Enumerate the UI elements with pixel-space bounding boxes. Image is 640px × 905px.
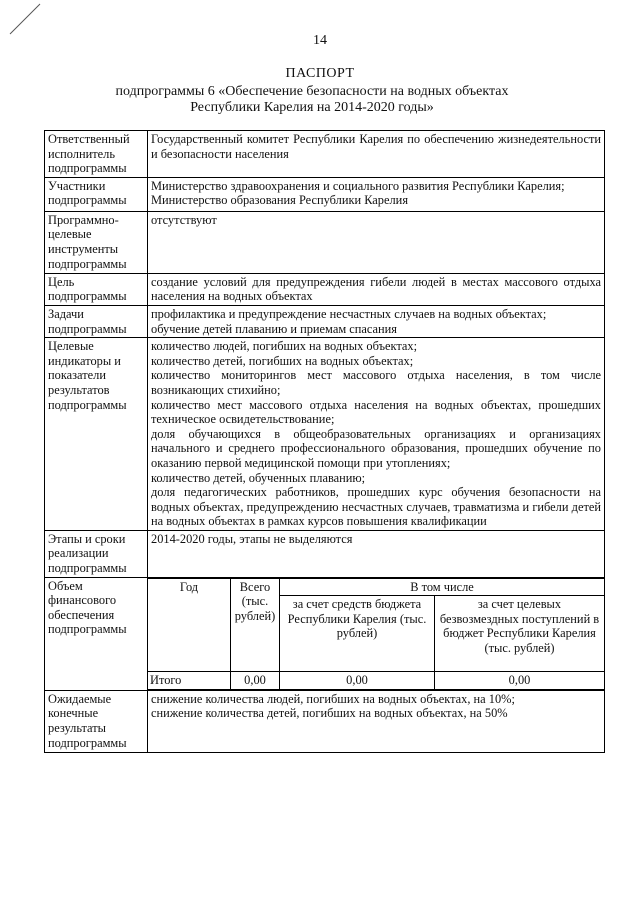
list-item: снижение количества детей, погибших на водных объектах, на 50% <box>151 706 508 721</box>
finance-cell <box>148 577 605 690</box>
row-indicators <box>45 338 605 531</box>
table-row <box>148 672 604 690</box>
row-value <box>148 177 605 211</box>
list-item: доля обучающихся в общеобразовательных организациях и организациях начального и среднего профессионального образования, прошедших обучение по оказанию первой медицинской помощи при утоплениях; <box>151 426 601 470</box>
list-item: Министерство здравоохранения и социального развития Республики Карелия; <box>151 178 565 193</box>
row-label: Целевые индикаторы и показатели результатов подпрограммы <box>45 338 148 531</box>
row-value: создание условий для предупреждения гибели людей в местах массового отдыха населения на водных объектах <box>148 273 605 305</box>
row-tasks <box>45 305 605 337</box>
list-item: Министерство образования Республики Карелия <box>151 193 409 208</box>
header-including: В том числе <box>280 578 605 596</box>
row-results <box>45 690 605 752</box>
row-label: Цель подпрограммы <box>45 273 148 305</box>
passport-table <box>44 130 605 753</box>
list-item: доля педагогических работников, прошедших курс обучения безопасности на водных объектах, предупреждению несчастных случаев, травматизма и гибели детей на водных объектах в рамках курсов повышения квалификации <box>151 485 601 529</box>
list-item: обучение детей плаванию и приемам спасания <box>151 321 397 336</box>
row-goal <box>45 273 605 305</box>
list-item: снижение количества людей, погибших на водных объектах, на 10%; <box>151 691 515 706</box>
row-label: Этапы и сроки реализации подпрограммы <box>45 530 148 577</box>
list-item: количество детей, обученных плаванию; <box>151 470 366 485</box>
finance-table <box>148 578 604 690</box>
row-value: Государственный комитет Республики Карелия по обеспечению жизнедеятельности и безопасности населения <box>148 131 605 178</box>
header-year: Год <box>148 578 231 672</box>
row-instruments <box>45 211 605 273</box>
row-label: Программно-целевые инструменты подпрограммы <box>45 211 148 273</box>
total-grants: 0,00 <box>435 672 605 690</box>
list-item: количество мониторингов мест массового отдыха населения, в том числе возникающих стихийно; <box>151 368 601 397</box>
row-label: Задачи подпрограммы <box>45 305 148 337</box>
document-subtitle: подпрограммы 6 «Обеспечение безопасности на водных объектах Республики Карелия на 2014-2020 годы» <box>115 84 509 115</box>
total-value: 0,00 <box>231 672 280 690</box>
row-finance <box>45 577 605 690</box>
row-label: Ожидаемые конечные результаты подпрограммы <box>45 690 148 752</box>
list-item: количество детей, погибших на водных объектах; <box>151 353 414 368</box>
page-number: 14 <box>313 33 327 48</box>
row-value: 2014-2020 годы, этапы не выделяются <box>148 530 605 577</box>
header-budget: за счет средств бюджета Республики Карелия (тыс. рублей) <box>280 596 435 672</box>
row-label: Ответственный исполнитель подпрограммы <box>45 131 148 178</box>
row-value: отсутствуют <box>148 211 605 273</box>
row-value <box>148 305 605 337</box>
row-responsible <box>45 131 605 178</box>
header-total: Всего (тыс. рублей) <box>231 578 280 672</box>
total-label: Итого <box>148 672 231 690</box>
total-budget: 0,00 <box>280 672 435 690</box>
list-item: профилактика и предупреждение несчастных случаев на водных объектах; <box>151 306 547 321</box>
row-value <box>148 690 605 752</box>
document-title: ПАСПОРТ <box>285 66 355 81</box>
row-stages <box>45 530 605 577</box>
row-value <box>148 338 605 531</box>
row-label: Участники подпрограммы <box>45 177 148 211</box>
row-participants <box>45 177 605 211</box>
list-item: количество мест массового отдыха населения на водных объектах, прошедших техническое освидетельствование; <box>151 397 601 427</box>
header-grants: за счет целевых безвозмездных поступлений в бюджет Республики Карелия (тыс. рублей) <box>435 596 605 672</box>
corner-mark <box>8 2 42 36</box>
row-label: Объем финансового обеспечения подпрограммы <box>45 577 148 690</box>
list-item: количество людей, погибших на водных объектах; <box>151 339 418 354</box>
